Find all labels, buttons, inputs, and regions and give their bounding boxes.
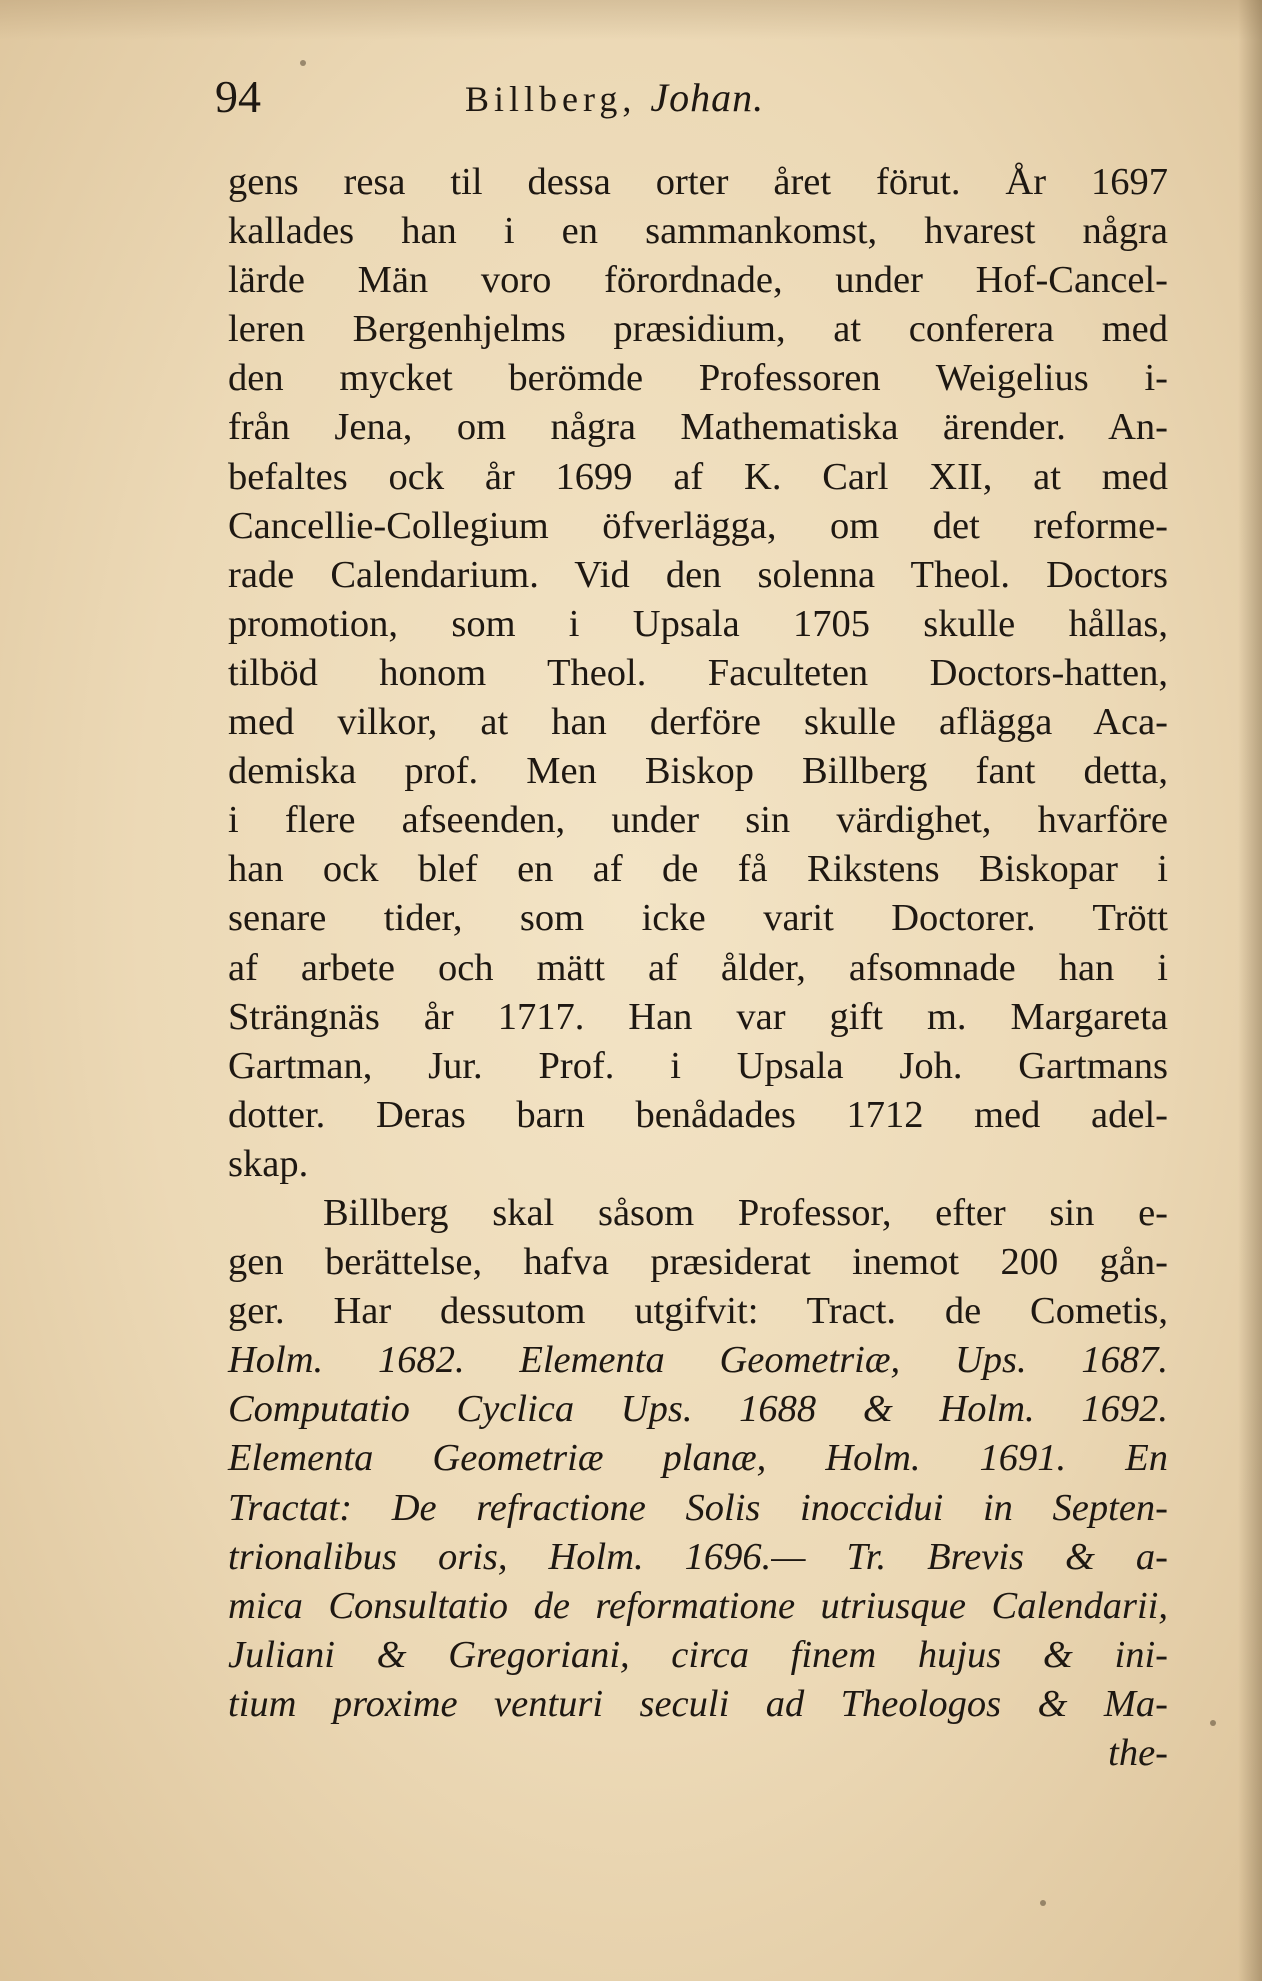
- text-line: Gartman, Jur. Prof. i Upsala Joh. Gartmans: [228, 1044, 1168, 1087]
- text-line: dotter. Deras barn benådades 1712 med adel-: [228, 1093, 1168, 1136]
- page-edge-shading: [1238, 0, 1262, 1981]
- text-line: mica Consultatio de reformatione utriusque Calendarii,: [228, 1584, 1168, 1627]
- text-line: rade Calendarium. Vid den solenna Theol. Doctors: [228, 553, 1168, 596]
- page-top-shading: [0, 0, 1262, 40]
- text-line: promotion, som i Upsala 1705 skulle hållas,: [228, 602, 1168, 645]
- text-line: i flere afseenden, under sin värdighet, hvarföre: [228, 799, 1168, 842]
- text-line: han ock blef en af de få Rikstens Biskopar i: [228, 848, 1168, 891]
- text-line: af arbete och mätt af ålder, afsomnade han i: [228, 946, 1168, 989]
- text-line: Elementa Geometriæ planæ, Holm. 1691. En: [228, 1437, 1168, 1480]
- text-line: gens resa til dessa orter året förut. År 1697: [228, 161, 1168, 203]
- text-line: Holm. 1682. Elementa Geometriæ, Ups. 1687.: [228, 1339, 1168, 1382]
- paragraph-start-line: Billberg skal såsom Professor, efter sin e-: [323, 1191, 1168, 1234]
- text-line: senare tider, som icke varit Doctorer. Trött: [228, 897, 1168, 940]
- running-head-surname: Billberg,: [465, 79, 637, 119]
- ink-speck: [300, 60, 306, 66]
- ink-speck: [1210, 1720, 1216, 1726]
- text-line: ger. Har dessutom utgifvit: Tract. de Cometis,: [228, 1290, 1168, 1333]
- text-line: den mycket berömde Professoren Weigelius i-: [228, 357, 1168, 400]
- text-line: tilböd honom Theol. Faculteten Doctors-hatten,: [228, 651, 1168, 694]
- text-line: Cancellie-Collegium öfverlägga, om det reforme-: [228, 504, 1168, 547]
- text-line: Computatio Cyclica Ups. 1688 & Holm. 1692.: [228, 1388, 1168, 1431]
- text-line: tium proxime venturi seculi ad Theologos & Ma-: [228, 1682, 1168, 1725]
- running-head-given-name: Johan.: [650, 75, 765, 120]
- text-line: skap.: [228, 1142, 309, 1185]
- text-line: med vilkor, at han derföre skulle aflägga Aca-: [228, 701, 1168, 744]
- running-head: [465, 74, 764, 121]
- text-line: Tractat: De refractione Solis inoccidui in Septen-: [228, 1486, 1168, 1529]
- text-line: leren Bergenhjelms præsidium, at conferera med: [228, 308, 1168, 351]
- text-line: trionalibus oris, Holm. 1696.— Tr. Brevis & a-: [228, 1535, 1168, 1578]
- ink-speck: [1040, 1900, 1046, 1906]
- page-number: 94: [215, 71, 261, 122]
- text-line: Strängnäs år 1717. Han var gift m. Margareta: [228, 995, 1168, 1038]
- text-line: gen berättelse, hafva præsiderat inemot 200 gån-: [228, 1241, 1168, 1284]
- text-line: från Jena, om några Mathematiska ärender. An-: [228, 406, 1168, 449]
- page-header: [215, 70, 975, 130]
- text-line: lärde Män voro förordnade, under Hof-Cancel-: [228, 259, 1168, 302]
- text-line: demiska prof. Men Biskop Billberg fant detta,: [228, 750, 1168, 793]
- catchword: the-: [1108, 1732, 1168, 1774]
- text-line: kallades han i en sammankomst, hvarest några: [228, 210, 1168, 253]
- text-line: befaltes ock år 1699 af K. Carl XII, at med: [228, 455, 1168, 498]
- text-line: Juliani & Gregoriani, circa finem hujus & ini-: [228, 1633, 1168, 1676]
- body-text: [228, 158, 1168, 1778]
